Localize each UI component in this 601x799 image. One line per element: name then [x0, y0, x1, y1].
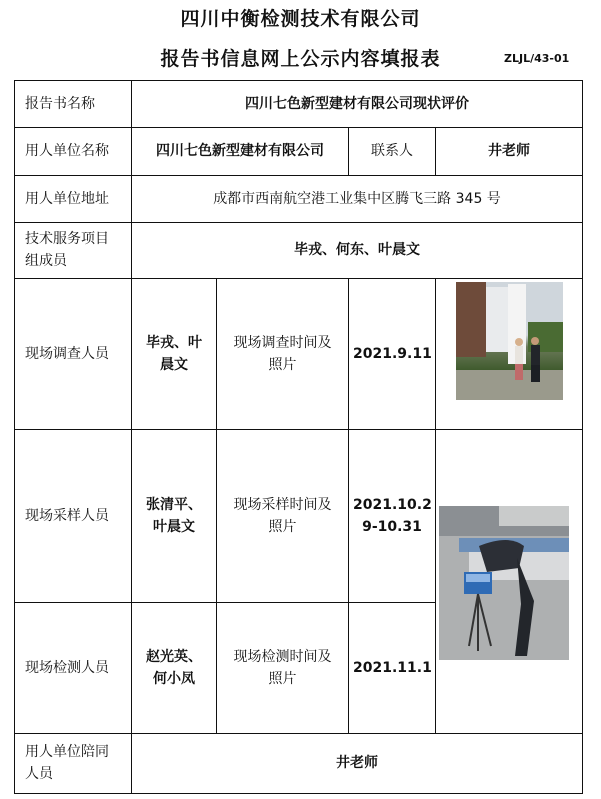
sampling-time-label — [217, 429, 349, 602]
survey-row — [15, 279, 583, 430]
testing-people-line1: 赵光英、 — [146, 648, 202, 665]
survey-people-line1: 毕戎、叶 — [146, 334, 202, 351]
form-code: ZLJL/43-01 — [504, 52, 570, 65]
sampling-photo — [439, 506, 569, 660]
client-label: 用人单位名称 — [15, 128, 132, 175]
report-name-label: 报告书名称 — [15, 81, 132, 128]
survey-time: 2021.9.11 — [349, 279, 436, 430]
team-row — [15, 222, 583, 278]
sampling-row — [15, 429, 583, 602]
testing-time-label-line1: 现场检测时间及 — [233, 648, 332, 665]
survey-people-line2: 晨文 — [160, 356, 188, 373]
survey-label: 现场调查人员 — [15, 279, 132, 430]
survey-time-label-line2: 照片 — [268, 356, 297, 373]
survey-photo-cell — [436, 279, 583, 430]
testing-time-label-line2: 照片 — [268, 670, 297, 687]
accompany-row — [15, 733, 583, 793]
contact-label: 联系人 — [349, 128, 436, 175]
survey-time-label — [217, 279, 349, 430]
team-value: 毕戎、何东、叶晨文 — [132, 222, 583, 278]
sampling-time-label-line1: 现场采样时间及 — [233, 496, 332, 513]
survey-photo — [456, 282, 563, 400]
contact-value: 井老师 — [436, 128, 583, 175]
testing-time-label — [217, 602, 349, 733]
testing-people-line2: 何小凤 — [153, 670, 195, 687]
client-value: 四川七色新型建材有限公司 — [132, 128, 349, 175]
client-row — [15, 128, 583, 175]
survey-photo-image — [456, 282, 563, 400]
sampling-people-line2: 叶晨文 — [153, 518, 195, 535]
testing-people — [132, 602, 217, 733]
form-title: 报告书信息网上公示内容填报表 — [160, 48, 441, 70]
address-label: 用人单位地址 — [15, 175, 132, 222]
report-name-value: 四川七色新型建材有限公司现状评价 — [132, 81, 583, 128]
sampling-people — [132, 429, 217, 602]
survey-people — [132, 279, 217, 430]
sampling-time-label-line2: 照片 — [268, 518, 297, 535]
team-label-line2: 组成员 — [25, 253, 67, 270]
sampling-photo-image — [439, 506, 569, 660]
address-value: 成都市西南航空港工业集中区腾飞三路 345 号 — [132, 175, 583, 222]
address-row — [15, 175, 583, 222]
accompany-label — [15, 733, 132, 793]
team-label-line1: 技术服务项目 — [25, 231, 109, 248]
report-name-row — [15, 81, 583, 128]
sampling-label: 现场采样人员 — [15, 429, 132, 602]
testing-time: 2021.11.1 — [349, 602, 436, 733]
sampling-people-line1: 张清平、 — [146, 496, 202, 513]
accompany-label-line2: 人员 — [25, 766, 53, 783]
survey-time-label-line1: 现场调查时间及 — [233, 334, 332, 351]
testing-label: 现场检测人员 — [15, 602, 132, 733]
team-label — [15, 222, 132, 278]
disclosure-form-table — [14, 80, 583, 794]
sampling-time-line1: 2021.10.2 — [353, 496, 432, 513]
accompany-value: 井老师 — [132, 733, 583, 793]
sampling-testing-photo-cell — [436, 429, 583, 733]
accompany-label-line1: 用人单位陪同 — [25, 744, 109, 761]
company-title: 四川中衡检测技术有限公司 — [180, 8, 421, 30]
sampling-time-line2: 9-10.31 — [362, 518, 422, 535]
sampling-time — [349, 429, 436, 602]
